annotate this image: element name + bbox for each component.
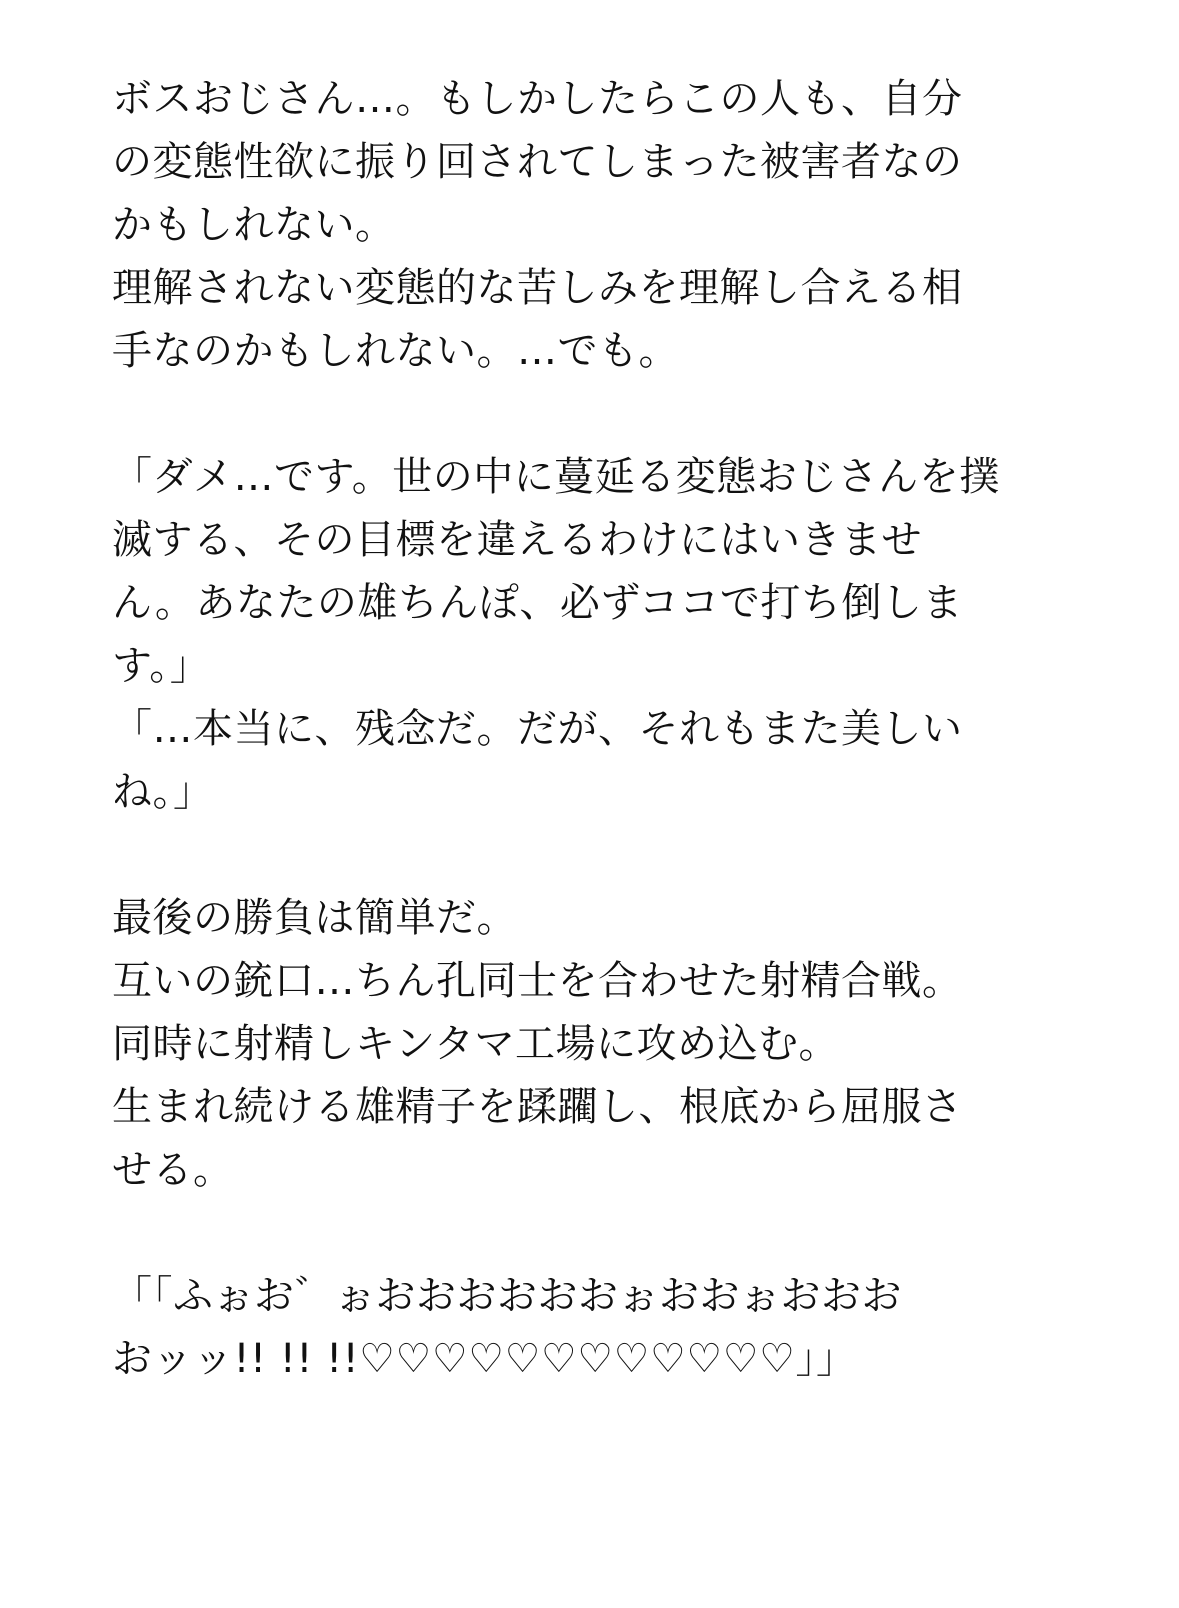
text-line: おッッ!! !! !!♡♡♡♡♡♡♡♡♡♡♡♡」」: [112, 1336, 857, 1382]
text-line: ボスおじさん…。もしかしたらこの人も、自分: [112, 76, 963, 122]
text-line: 「「ふぉお゛ぉおおおおおおぉおおぉおおお: [112, 1273, 902, 1319]
text-line: す。」: [112, 643, 211, 689]
text-line: 互いの銃口…ちん孔同士を合わせた射精合戦。: [112, 958, 963, 1004]
text-line: せる。: [112, 1147, 234, 1193]
text-line: 滅する、その目標を違えるわけにはいきませ: [112, 517, 922, 563]
text-line: 手なのかもしれない。…でも。: [112, 328, 679, 374]
text-line: 最後の勝負は簡単だ。: [112, 895, 517, 941]
blank-line: [112, 824, 1072, 887]
blank-line: [112, 1202, 1072, 1265]
text-line: かもしれない。: [112, 202, 396, 248]
text-line: の変態性欲に振り回されてしまった被害者なの: [112, 139, 963, 185]
text-line: ね。」: [112, 769, 214, 815]
blank-line: [112, 383, 1072, 446]
text-line: 同時に射精しキンタマ工場に攻め込む。: [112, 1021, 839, 1067]
text-line: 生まれ続ける雄精子を蹂躙し、根底から屈服さ: [112, 1084, 963, 1130]
text-line: ん。あなたの雄ちんぽ、必ずココで打ち倒しま: [112, 580, 963, 626]
text-line: 「…本当に、残念だ。だが、それもまた美しい: [112, 706, 963, 752]
text-line: 理解されない変態的な苦しみを理解し合える相: [112, 265, 963, 311]
text-line: 「ダメ…です。世の中に蔓延る変態おじさんを撲: [112, 454, 1000, 500]
story-text: [112, 68, 1072, 1391]
